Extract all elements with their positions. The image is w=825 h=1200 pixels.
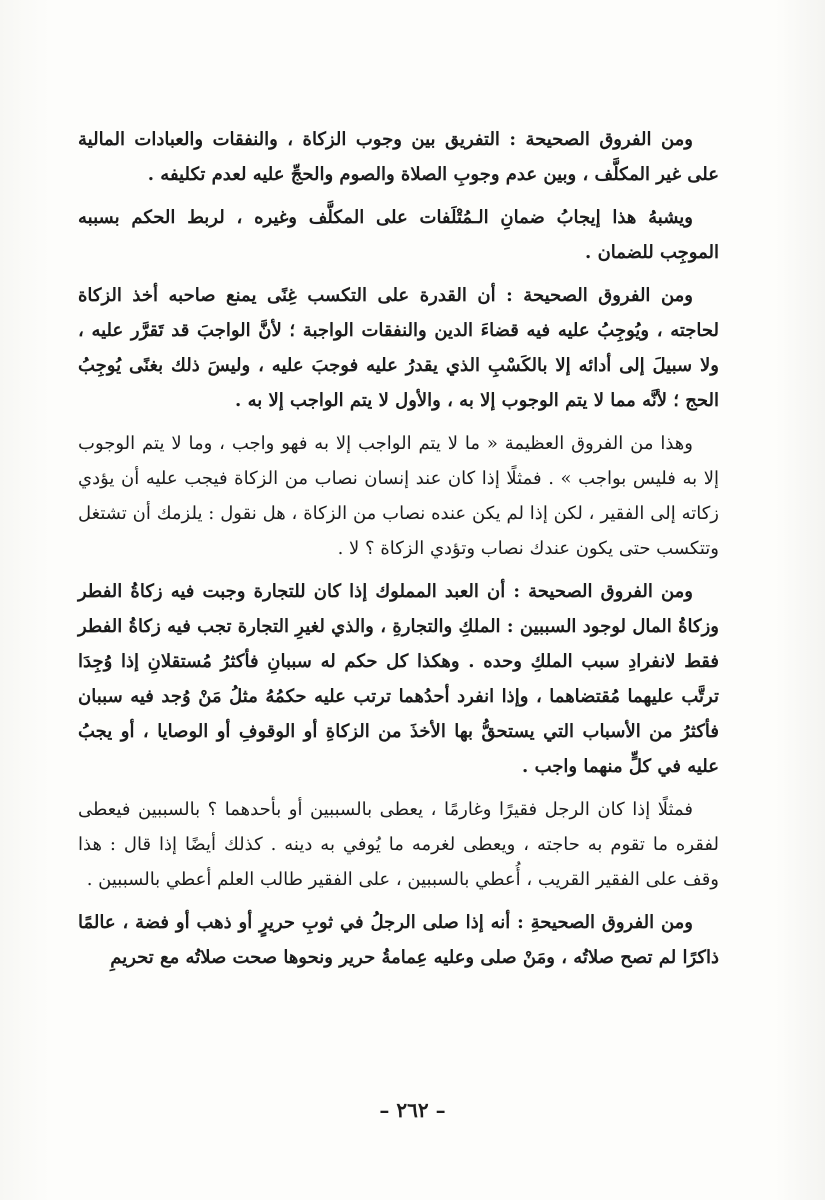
page-body-text — [78, 122, 719, 983]
page-number: – ٢٦٢ – — [379, 1098, 446, 1122]
paragraph-6: فمثلًا إذا كان الرجل فقيرًا وغارمًا ، يعطى بالسببين أو بأحدهما ؟ بالسببين فيعطى لفقره ما تقوم به حاجته ، ويعطى لغرمه ما يُوفي به دينه . كذلك أيضًا إذا قال : هذا وقف على الفقير القريب ، أُعطي بالسببين ، على الفقير طالب العلم أعطي بالسببين . — [78, 799, 719, 890]
paragraph-3: ومن الفروق الصحيحة : أن القدرة على التكسب غِنًى يمنع صاحبه أخذ الزكاة لحاجته ، ويُوجِبُ عليه فيه قضاءَ الدين والنفقات الواجبة ؛ لأنَّ الواجبَ قد تَقرَّر عليه ، ولا سبيلَ إلى أدائه إلا بالكَسْبِ الذي يقدرُ عليه فوجبَ عليه ، وليسَ ذلك بغنًى يُوجِبُ الحج ؛ لأنَّه مما لا يتم الوجوب إلا به ، والأول لا يتم الواجب إلا به . — [78, 285, 719, 411]
paragraph-5: ومن الفروق الصحيحة : أن العبد المملوك إذا كان للتجارة وجبت فيه زكاةُ الفطر وزكاةُ المال لوجود السببين : الملكِ والتجارةِ ، والذي لغيرِ التجارة تجب فيه زكاةُ الفطر فقط لانفرادِ سبب الملكِ وحده . وهكذا كل حكم له سببانِ فأكثرُ مُستقلانِ إذا وُجِدَا ترتَّب عليهما مُقتضاهما ، وإذا انفرد أحدُهما ترتب عليه حكمُهُ مثلُ مَنْ وُجد فيه سببان فأكثرُ من الأسباب التي يستحقُّ بها الأخذَ من الزكاةِ أو الوقوفِ أو الوصايا ، أو يجبُ عليه في كلٍّ منهما واجب . — [78, 581, 719, 777]
paragraph-1: ومن الفروق الصحيحة : التفريق بين وجوب الزكاة ، والنفقات والعبادات المالية على غير المكلَّف ، وبين عدم وجوبِ الصلاة والصوم والحجِّ عليه لعدم تكليفه . — [78, 129, 719, 185]
paragraph-2: ويشبهُ هذا إيجابُ ضمانِ الـمُتْلَفات على المكلَّف وغيره ، لربط الحكم بسببه الموجِب للضمان . — [78, 207, 719, 263]
paragraph-7: ومن الفروق الصحيحةِ : أنه إذا صلى الرجلُ في ثوبِ حريرٍ أو ذهب أو فضة ، عالمًا ذاكرًا لم تصح صلاتُه ، ومَنْ صلى وعليه عِمامةُ حرير ونحوها صحت صلاتُه مع تحريمِ — [78, 912, 719, 968]
paragraph-4: وهذا من الفروق العظيمة « ما لا يتم الواجب إلا به فهو واجب ، وما لا يتم الوجوب إلا به فليس بواجب » . فمثلًا إذا كان عند إنسان نصاب من الزكاة فيجب عليه أن يؤدي زكاته إلى الفقير ، لكن إذا لم يكن عنده نصاب من الزكاة ، هل نقول : يلزمك أن تشتغل وتتكسب حتى يكون عندك نصاب وتؤدي الزكاة ؟ لا . — [78, 433, 719, 559]
